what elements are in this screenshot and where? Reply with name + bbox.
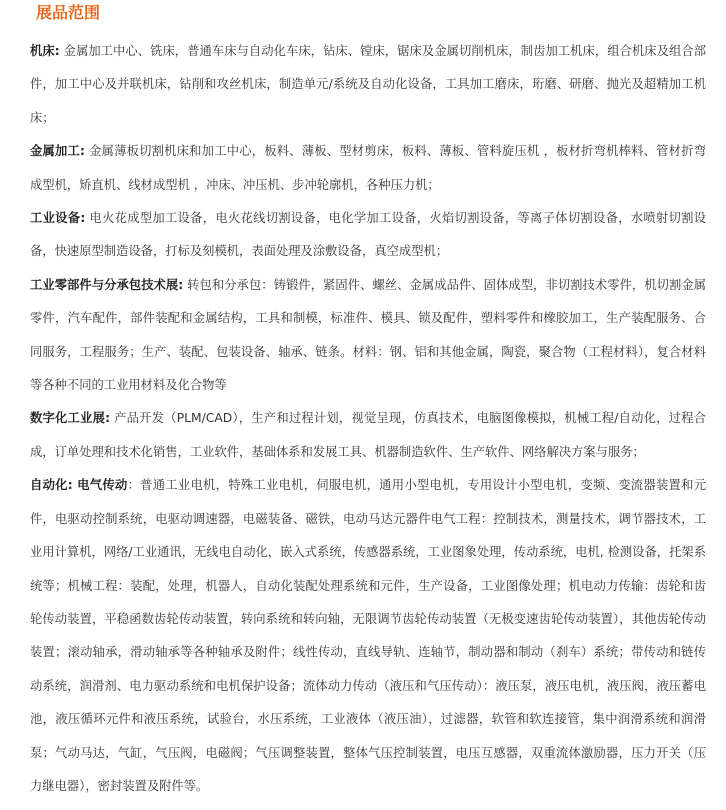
page-title: 展品范围	[36, 3, 101, 22]
section-industrial-equipment	[30, 202, 706, 269]
section-machine-tools	[30, 35, 706, 135]
section-text: 金属薄板切割机床和加工中心，板料、薄板、型材剪床，板料、薄板、管料旋压机 ，板材折弯机棒料、管材折弯成型机，矫直机、线材成型机 ，冲床、冲压机、步冲轮廓机，各种压力机；	[30, 144, 706, 192]
section-industrial-parts-subcontracting	[30, 269, 706, 403]
section-label: 金属加工:	[30, 144, 85, 159]
section-text: ：普通工业电机，特殊工业电机，伺服电机，通用小型电机，专用设计小型电机，变频、变流器装置和元件，电驱动控制系统，电驱动调速器，电磁装备、磁铁，电动马达元器件电气工程：控制技术，测量技术，调节器技术，工业用计算机，网络/工业通讯，无线电自动化，嵌入式系统，传感器系统，工业图象处理，传动系统，电机, 检测设备，托架系统等；机械工程：装配，处理，机器人，自动化装配处理系统和元件，生产设备，工业图像处理；机电动力传输：齿轮和齿轮传动装置，平稳函数齿轮传动装置，转向系统和转向轴，无限调节齿轮传动装置（无极变速齿轮传动装置），其他齿轮传动装置；滚动轴承，滑动轴承等各种轴承及附件；线性传动，直线导轨、连轴节，制动器和制动（刹车）系统；带传动和链传动系统，润滑剂、电力驱动系统和电机保护设备；流体动力传动（液压和气压传动）：液压泵，液压电机，液压阀，液压蓄电池，液压循环元件和液压系统，试验台，水压系统，工业液体（液压油），过滤器，软管和软连接管，集中润滑系统和润滑泵；气动马达，气缸，气压阀，电磁阀；气压调整装置，整体气压控制装置，电压互感器，双重流体激励器，压力开关（压力继电器），密封装置及附件等。	[30, 478, 706, 793]
section-label: 数字化工业展:	[30, 411, 111, 426]
section-label: 工业设备:	[30, 211, 86, 226]
exhibit-scope-content	[30, 35, 706, 803]
section-text: 产品开发（PLM/CAD），生产和过程计划，视觉呈现，仿真技术，电脑图像模拟，机械工程/自动化，过程合成，订单处理和技术化销售，工业软件，基础体系和发展工具、机器制造软件、生产软件、网络解决方案与服务；	[30, 411, 707, 459]
section-label: 工业零部件与分承包技术展:	[30, 277, 184, 292]
section-label: 自动化: 电气传动	[30, 478, 128, 493]
section-metal-working	[30, 135, 706, 202]
section-automation-electrical-drive	[30, 469, 706, 803]
section-text: 金属加工中心、铣床，普通车床与自动化车床，钻床、镗床，锯床及金属切削机床，制齿加工机床，组合机床及组合部件，加工中心及并联机床，钻削和攻丝机床，制造单元/系统及自动化设备，工具加工磨床，珩磨、研磨、抛光及超精加工机床；	[30, 44, 706, 125]
section-text: 转包和分承包：铸锻件，紧固件、螺丝、金属成品件、固体成型，非切割技术零件，机切割金属零件，汽车配件，部件装配和金属结构，工具和制模，标准件、模具、锁及配件，塑料零件和橡胶加工，生产装配服务、合同服务，工程服务；生产、装配、包装设备、轴承、链条。材料：钢、铝和其他金属，陶瓷，聚合物（工程材料），复合材料等各种不同的工业用材料及化合物等	[30, 277, 706, 393]
section-label: 机床:	[30, 44, 60, 58]
section-text: 电火花成型加工设备，电火花线切割设备，电化学加工设备，火焰切割设备，等离子体切割设备，水喷射切割设备，快速原型制造设备，打标及刻模机，表面处理及涂敷设备，真空成型机；	[30, 211, 706, 259]
section-digital-industry	[30, 402, 706, 469]
